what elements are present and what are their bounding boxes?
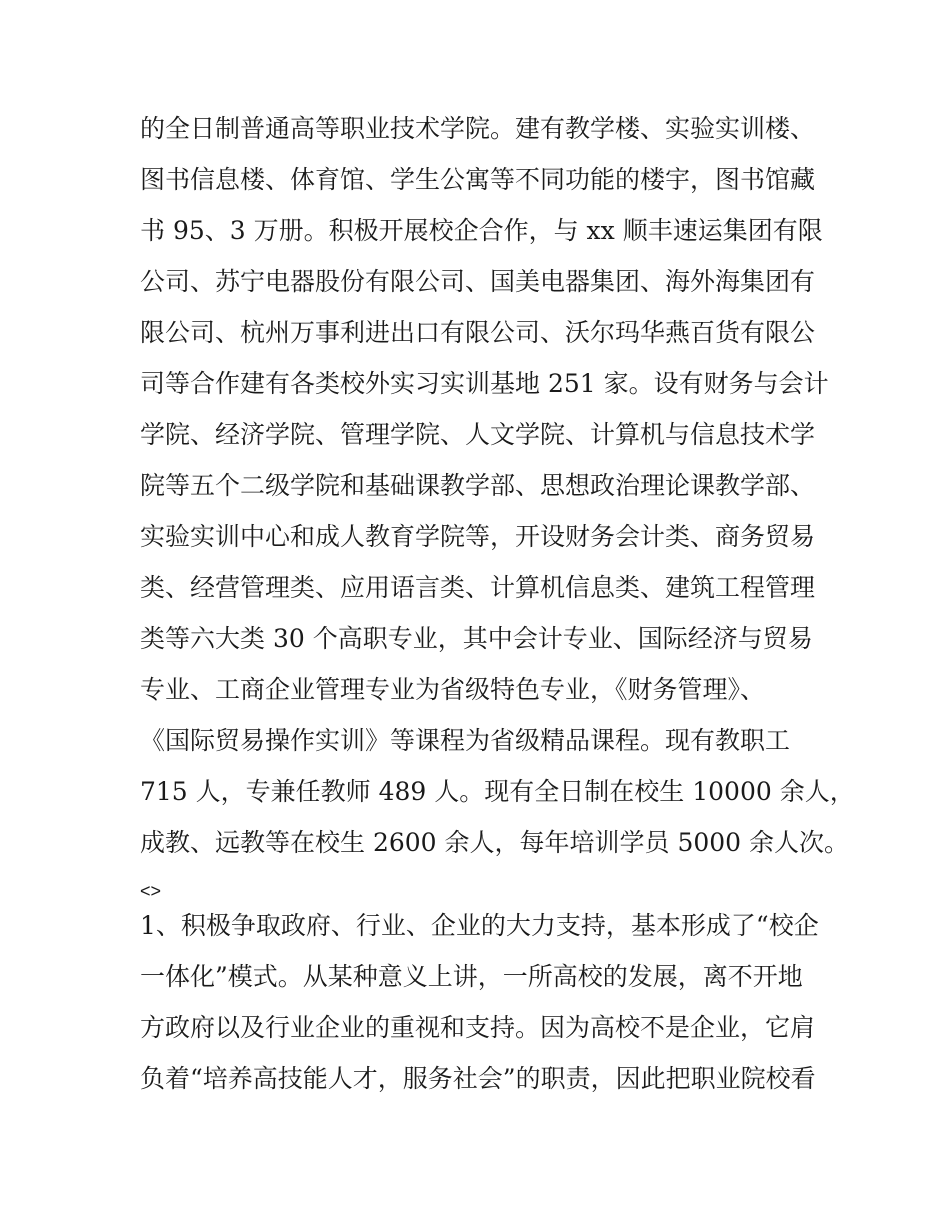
- separator-mark: <>: [140, 881, 162, 901]
- text-line: 图书信息楼、体育馆、学生公寓等不同功能的楼宇，图书馆藏: [140, 165, 816, 194]
- text-line: 实验实训中心和成人教育学院等，开设财务会计类、商务贸易: [140, 522, 816, 551]
- document-body: [140, 110, 855, 1111]
- text-line: 类等六大类 30 个高职专业，其中会计专业、国际经济与贸易: [140, 624, 813, 653]
- text-line: 方政府以及行业企业的重视和支持。因为高校不是企业，它肩: [140, 1013, 816, 1042]
- text-line: 司等合作建有各类校外实习实训基地 251 家。设有财务与会计: [140, 369, 829, 398]
- text-line: 类、经营管理类、应用语言类、计算机信息类、建筑工程管理: [140, 573, 816, 602]
- text-line: 《国际贸易操作实训》等课程为省级精品课程。现有教职工: [140, 726, 791, 755]
- text-line: 书 95、3 万册。积极开展校企合作，与 xx 顺丰速运集团有限: [140, 216, 823, 245]
- text-line: 715 人，专兼任教师 489 人。现有全日制在校生 10000 余人，: [140, 777, 855, 806]
- text-line: 1、积极争取政府、行业、企业的大力支持，基本形成了“校企: [140, 911, 819, 940]
- text-line: 成教、远教等在校生 2600 余人，每年培训学员 5000 余人次。: [140, 828, 850, 857]
- text-line: 负着“培养高技能人才，服务社会”的职责，因此把职业院校看: [140, 1064, 816, 1093]
- text-line: 院等五个二级学院和基础课教学部、思想政治理论课教学部、: [140, 471, 816, 500]
- text-line: 公司、苏宁电器股份有限公司、国美电器集团、海外海集团有: [140, 267, 816, 296]
- text-line: 学院、经济学院、管理学院、人文学院、计算机与信息技术学: [140, 420, 816, 449]
- text-line: 一体化”模式。从某种意义上讲，一所高校的发展，离不开地: [140, 962, 803, 991]
- text-line: 专业、工商企业管理专业为省级特色专业，《财务管理》、: [140, 675, 766, 704]
- text-line: 限公司、杭州万事利进出口有限公司、沃尔玛华燕百货有限公: [140, 318, 816, 347]
- text-line: 的全日制普通高等职业技术学院。建有教学楼、实验实训楼、: [140, 114, 816, 143]
